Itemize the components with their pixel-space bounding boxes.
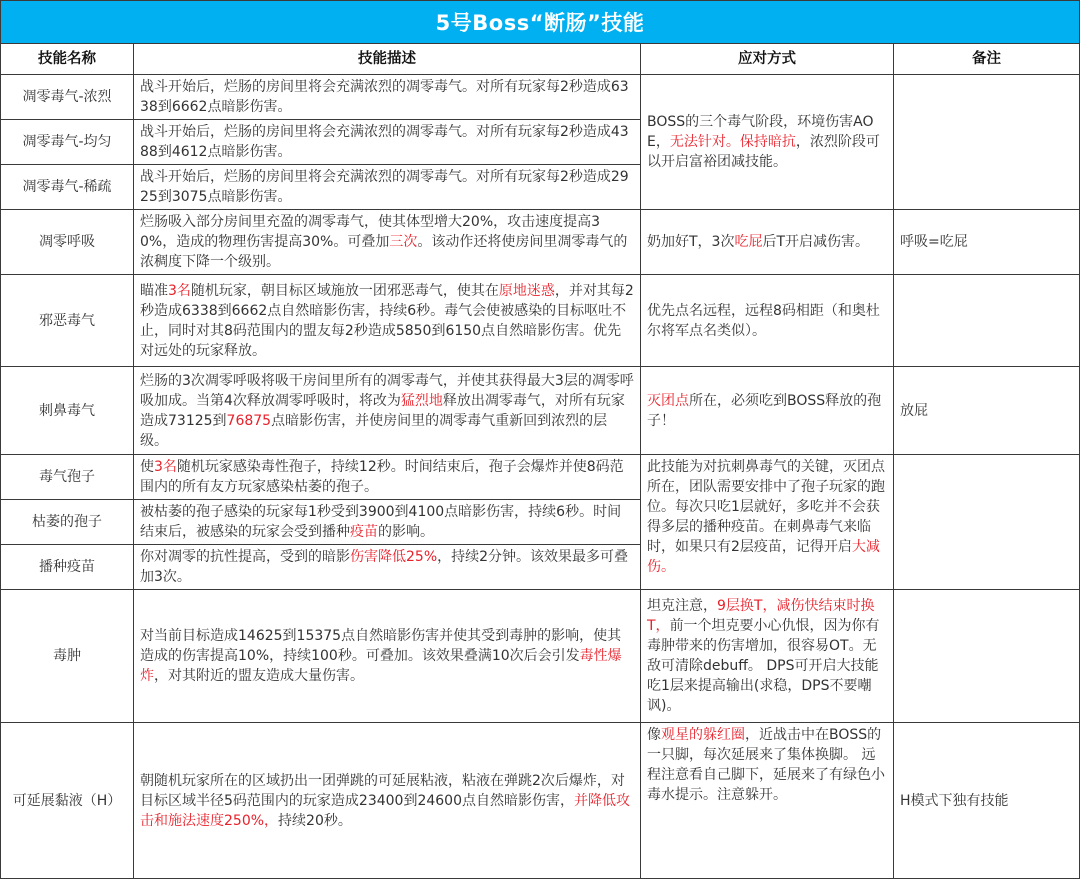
skill-note [894,590,1080,723]
skill-response [641,210,894,275]
skill-note: 呼吸=吃屁 [894,210,1080,275]
text-segment: 点暗影伤害，并使房间里的凋零毒气重新回到浓烈的层级。 [140,412,608,449]
skill-response [641,75,894,210]
highlight-text: 3名 [154,459,177,475]
skill-desc [134,500,641,545]
skill-desc [134,545,641,590]
highlight-text: 毒性爆炸 [140,648,622,684]
text-segment: 后T开启减伤害。 [762,234,870,250]
skill-response [641,275,894,367]
skill-desc [134,367,641,455]
skill-name: 凋零毒气-浓烈 [1,75,134,120]
text-segment: ，对其附近的盟友造成大量伤害。 [154,668,364,684]
highlight-text: 3名 [168,282,191,299]
highlight-text: 并降低攻击和施法速度250%， [140,792,630,829]
highlight-text: 无法针对。保持暗抗 [669,134,796,150]
text-segment: 烂肠的3次凋零呼吸将吸干房间里所有的凋零毒气，并使其获得最大3层的凋零呼吸加成。当第4次释放凋零呼吸时，将改为 [140,372,634,409]
skill-desc [134,275,641,367]
text-segment: 随机玩家感染毒性孢子，持续12秒。时间结束后，孢子会爆炸并使8码范围内的所有友方玩家感染枯萎的孢子。 [140,459,624,495]
text-segment: 被枯萎的孢子感染的玩家每1秒受到3900到4100点暗影伤害，持续6秒。时间结束后，被感染的玩家会受到播种 [140,504,622,540]
highlight-text: 猛烈地 [400,392,443,409]
skill-desc [134,210,641,275]
skill-desc [134,455,641,500]
header-skill-desc: 技能描述 [134,44,641,75]
skill-name: 邪恶毒气 [1,275,134,367]
text-segment: ，持续2分钟。该效果最多可叠加3次。 [140,549,629,585]
text-segment: ，浓烈阶段可以开启富裕团减技能。 [647,134,880,170]
skill-note [894,455,1080,590]
sheet-title: 5号Boss“断肠”技能 [0,0,1080,43]
table-row [1,210,1080,275]
text-segment: 持续20秒。 [278,812,352,829]
highlight-text: 9层换T，减伤快结束时换T， [647,598,875,634]
header-response: 应对方式 [641,44,894,75]
skill-note [894,275,1080,367]
highlight-text: 大减伤。 [647,539,880,575]
highlight-text: 观星的躲红圈 [661,727,745,743]
skill-name: 可延展黏液（H） [1,723,134,879]
text-segment: 坦克注意， [647,598,717,614]
table-row [1,590,1080,723]
text-segment: 奶加好T，3次 [647,234,735,250]
skill-name: 枯萎的孢子 [1,500,134,545]
skill-desc [134,75,641,120]
header-row [1,44,1080,75]
table-row [1,367,1080,455]
highlight-text: 灭团点 [647,392,689,409]
text-segment: 的影响。 [378,524,434,540]
table-row [1,75,1080,120]
table-row [1,455,1080,500]
text-segment: 战斗开始后，烂肠的房间里将会充满浓烈的凋零毒气。对所有玩家每2秒造成6338到6662点暗影伤害。 [140,79,629,115]
table-row [1,723,1080,879]
text-segment: 随机玩家，朝目标区域施放一团邪恶毒气，使其在 [190,282,499,299]
highlight-text: 伤害降低25% [350,549,438,565]
text-segment: 此技能为对抗刺鼻毒气的关键，灭团点所在，团队需要安排中了孢子玩家的跑位。每次只吃1层就好，多吃并不会获得多层的播种疫苗。在刺鼻毒气来临时，如果只有2层疫苗，记得开启 [647,459,885,555]
skills-table [0,43,1080,879]
text-segment: 战斗开始后，烂肠的房间里将会充满浓烈的凋零毒气。对所有玩家每2秒造成4388到4612点暗影伤害。 [140,124,629,160]
text-segment: 所在，必须吃到BOSS释放的孢子！ [647,392,882,429]
skill-note: H模式下独有技能 [894,723,1080,879]
text-segment: 战斗开始后，烂肠的房间里将会充满浓烈的凋零毒气。对所有玩家每2秒造成2925到3075点暗影伤害。 [140,169,629,205]
skill-desc [134,165,641,210]
text-segment: 释放出凋零毒气，对所有玩家造成73125到 [140,392,625,429]
highlight-text: 吃屁 [734,234,763,250]
highlight-text: 76875 [226,412,272,429]
text-segment: 。该动作还将使房间里凋零毒气的浓稠度下降一个级别。 [140,234,628,270]
skill-desc [134,120,641,165]
text-segment: 你对凋零的抗性提高，受到的暗影 [140,549,350,565]
header-note: 备注 [894,44,1080,75]
text-segment: 瞄准 [140,282,168,299]
text-segment: ，并对其每2秒造成6338到6662点自然暗影伤害，持续6秒。毒气会使被感染的目标呕吐不止，同时对其8码范围内的盟友每2秒造成5850到6150点自然暗影伤害。优先对远处的玩家释放。 [140,282,634,359]
skill-desc [134,723,641,879]
text-segment: 对当前目标造成14625到15375点自然暗影伤害并使其受到毒肿的影响，使其造成的伤害提高10%，持续100秒。可叠加。该效果叠满10次后会引发 [140,628,622,664]
text-segment: 像 [647,727,661,743]
text-segment: BOSS的三个毒气阶段，环境伤害AOE， [647,114,874,150]
text-segment: 前一个坦克要小心仇恨，因为你有毒肿带来的伤害增加，很容易OT。无敌可清除debuff。 DPS可开启大技能吃1层来提高输出(求稳，DPS不要嘲讽)。 [647,618,880,714]
text-segment: 使 [140,459,154,475]
skill-name: 刺鼻毒气 [1,367,134,455]
skill-name: 毒气孢子 [1,455,134,500]
skill-name: 播种疫苗 [1,545,134,590]
skill-response [641,367,894,455]
skill-response [641,455,894,590]
highlight-text: 三次 [389,234,418,250]
text-segment: 烂肠吸入部分房间里充盈的凋零毒气，使其体型增大20%，攻击速度提高30%，造成的物理伤害提高30%。可叠加 [140,214,601,250]
skill-name: 凋零呼吸 [1,210,134,275]
skill-note [894,75,1080,210]
skill-desc [134,590,641,723]
skill-response [641,590,894,723]
table-row [1,275,1080,367]
highlight-text: 疫苗 [350,524,378,540]
text-segment: 朝随机玩家所在的区域扔出一团弹跳的可延展粘液，粘液在弹跳2次后爆炸，对目标区域半径5码范围内的玩家造成23400到24600点自然暗影伤害， [140,772,625,809]
text-segment: ，近战击中在BOSS的一只脚，每次延展来了集体换脚。 远程注意看自己脚下，延展来了有绿色小毒水提示。注意躲开。 [647,727,885,803]
text-segment: 优先点名远程，远程8码相距（和奥杜尔将军点名类似）。 [647,302,880,339]
skill-note: 放屁 [894,367,1080,455]
skill-name: 凋零毒气-均匀 [1,120,134,165]
skill-name: 毒肿 [1,590,134,723]
header-skill-name: 技能名称 [1,44,134,75]
highlight-text: 原地迷惑 [498,282,555,299]
skill-name: 凋零毒气-稀疏 [1,165,134,210]
skill-response [641,723,894,879]
